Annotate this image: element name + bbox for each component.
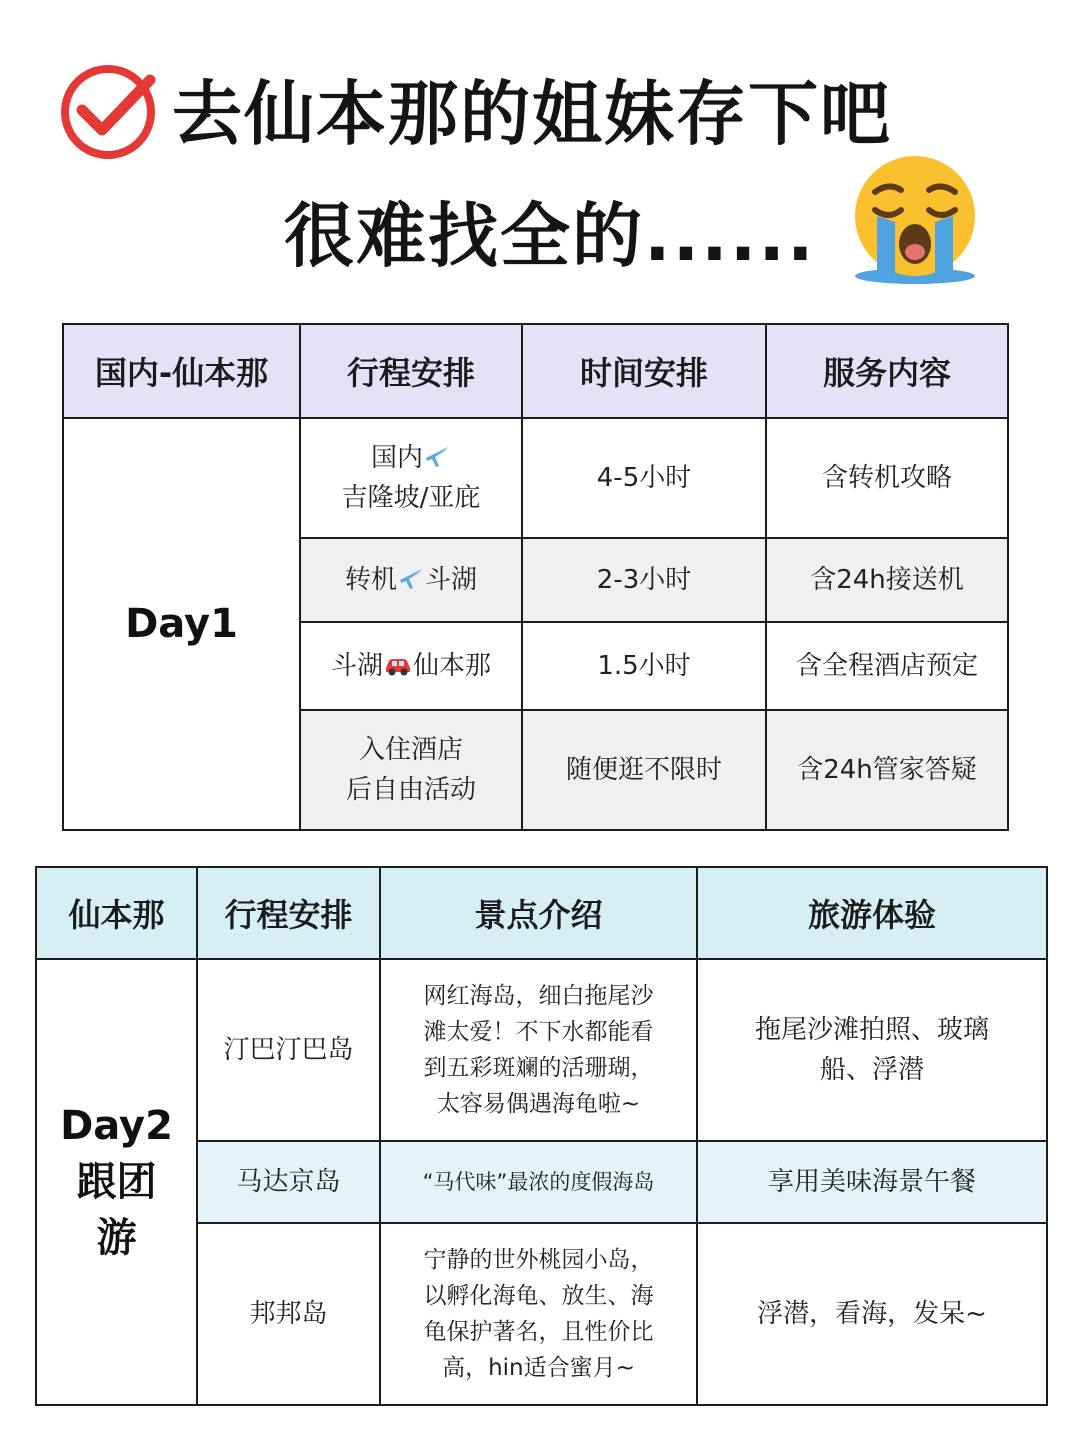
page-title: 去仙本那的姐妹存下吧 bbox=[172, 73, 892, 155]
day2-label-trip: 游 bbox=[96, 1215, 137, 1261]
crying-face-icon bbox=[845, 152, 985, 286]
intro-line: 宁静的世外桃园小岛， bbox=[423, 1247, 654, 1273]
intro-line: 以孵化海龟、放生、海 bbox=[423, 1283, 654, 1309]
table2-header-intro: 景点介绍 bbox=[380, 867, 697, 959]
plan-from: 斗湖 bbox=[330, 651, 383, 681]
intro-cell: “马代味”最浓的度假海岛 bbox=[380, 1141, 697, 1223]
plan-cell bbox=[300, 418, 522, 538]
plan-from: 入住酒店 bbox=[358, 735, 463, 765]
experience-line: 拖尾沙滩拍照、玻璃 bbox=[754, 1015, 989, 1045]
day1-itinerary-table bbox=[62, 323, 1009, 831]
table1-header-plan: 行程安排 bbox=[300, 324, 522, 418]
table1-header-route: 国内-仙本那 bbox=[63, 324, 300, 418]
intro-line: 到五彩斑斓的活珊瑚， bbox=[423, 1055, 654, 1081]
time-cell: 2-3小时 bbox=[522, 538, 766, 622]
place-cell: 汀巴汀巴岛 bbox=[197, 959, 380, 1141]
intro-line: 龟保护著名，且性价比 bbox=[423, 1319, 654, 1345]
table-row bbox=[36, 959, 1047, 1141]
airplane-icon bbox=[397, 564, 425, 592]
time-cell: 4-5小时 bbox=[522, 418, 766, 538]
table2-header-plan: 行程安排 bbox=[197, 867, 380, 959]
plan-cell bbox=[300, 538, 522, 622]
table1-header-time: 时间安排 bbox=[522, 324, 766, 418]
experience-cell: 浮潜，看海，发呆~ bbox=[697, 1223, 1047, 1405]
service-cell: 含转机攻略 bbox=[766, 418, 1008, 538]
service-cell: 含24h接送机 bbox=[766, 538, 1008, 622]
day2-itinerary-table bbox=[35, 866, 1048, 1406]
day2-label-tour: 跟团 bbox=[76, 1159, 157, 1205]
table2-header-experience: 旅游体验 bbox=[697, 867, 1047, 959]
table2-header-place: 仙本那 bbox=[36, 867, 197, 959]
experience-cell bbox=[697, 959, 1047, 1141]
experience-line: 船、浮潜 bbox=[819, 1055, 924, 1085]
car-icon bbox=[383, 653, 413, 677]
time-cell: 随便逛不限时 bbox=[522, 710, 766, 830]
intro-line: 网红海岛，细白拖尾沙 bbox=[423, 983, 654, 1009]
check-circle-icon bbox=[58, 62, 158, 162]
airplane-icon bbox=[423, 442, 451, 470]
intro-line: 高，hin适合蜜月~ bbox=[442, 1355, 635, 1381]
intro-cell bbox=[380, 959, 697, 1141]
intro-line: 太容易偶遇海龟啦~ bbox=[436, 1091, 641, 1117]
experience-cell: 享用美味海景午餐 bbox=[697, 1141, 1047, 1223]
plan-cell bbox=[300, 622, 522, 710]
plan-to: 仙本那 bbox=[413, 651, 492, 681]
place-cell: 马达京岛 bbox=[197, 1141, 380, 1223]
plan-from: 国内 bbox=[370, 443, 423, 473]
plan-to: 后自由活动 bbox=[345, 775, 476, 805]
intro-cell bbox=[380, 1223, 697, 1405]
table1-header-service: 服务内容 bbox=[766, 324, 1008, 418]
day2-label bbox=[36, 959, 197, 1405]
intro-line: 滩太爱！不下水都能看 bbox=[423, 1019, 654, 1045]
day1-label: Day1 bbox=[63, 418, 300, 830]
plan-to: 吉隆坡/亚庇 bbox=[341, 483, 481, 513]
table-row bbox=[63, 418, 1008, 538]
page-subtitle: 很难找全的...... bbox=[284, 195, 816, 277]
time-cell: 1.5小时 bbox=[522, 622, 766, 710]
place-cell: 邦邦岛 bbox=[197, 1223, 380, 1405]
plan-cell bbox=[300, 710, 522, 830]
day2-label-day: Day2 bbox=[60, 1103, 173, 1149]
service-cell: 含全程酒店预定 bbox=[766, 622, 1008, 710]
plan-to: 斗湖 bbox=[425, 565, 478, 595]
service-cell: 含24h管家答疑 bbox=[766, 710, 1008, 830]
plan-from: 转机 bbox=[344, 565, 397, 595]
